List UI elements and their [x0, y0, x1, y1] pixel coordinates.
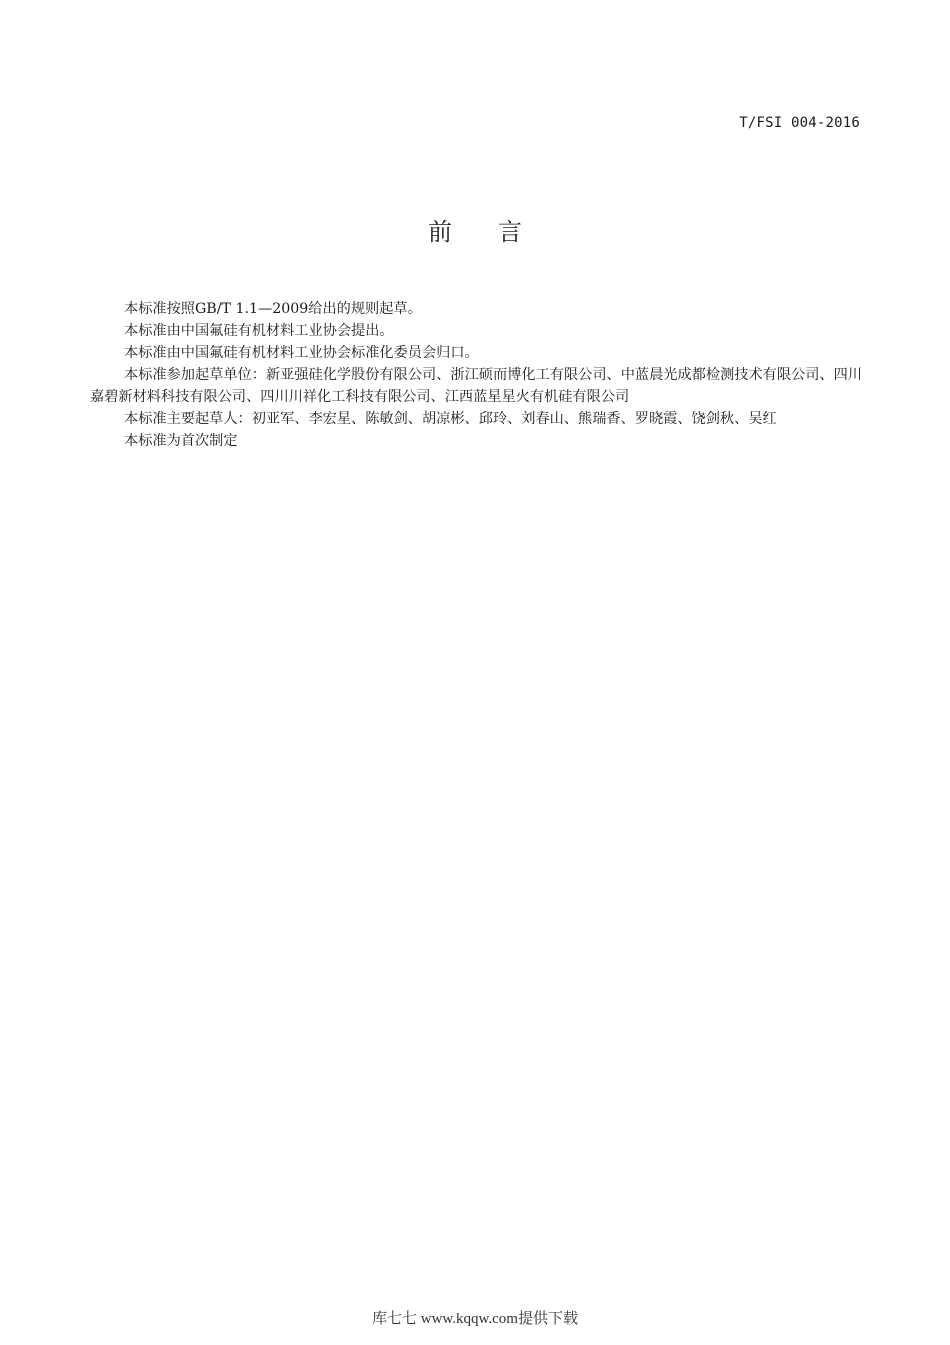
foreword-body [90, 298, 862, 452]
standard-number: T/FSI 004-2016 [739, 115, 860, 131]
page-title: 前言 [428, 218, 568, 246]
paragraph-drafting-rules: 本标准按照GB/T 1.1—2009给出的规则起草。 [124, 301, 422, 317]
paragraph-drafters: 本标准主要起草人：初亚军、李宏星、陈敏剑、胡凉彬、邱玲、刘春山、熊瑞香、罗晓霞、饶剑秋、吴红 [124, 411, 777, 427]
paragraph-drafting-units: 本标准参加起草单位：新亚强硅化学股份有限公司、浙江硕而博化工有限公司、中蓝晨光成都检测技术有限公司、四川嘉碧新材料科技有限公司、四川川祥化工科技有限公司、江西蓝星星火有机硅有限公司 [90, 367, 862, 405]
download-footer: 库七七 www.kqqw.com提供下载 [372, 1311, 578, 1327]
paragraph-centralized-unit: 本标准由中国氟硅有机材料工业协会标准化委员会归口。 [124, 345, 479, 361]
paragraph-proposer: 本标准由中国氟硅有机材料工业协会提出。 [124, 323, 394, 339]
paragraph-first-edition: 本标准为首次制定 [124, 433, 238, 449]
